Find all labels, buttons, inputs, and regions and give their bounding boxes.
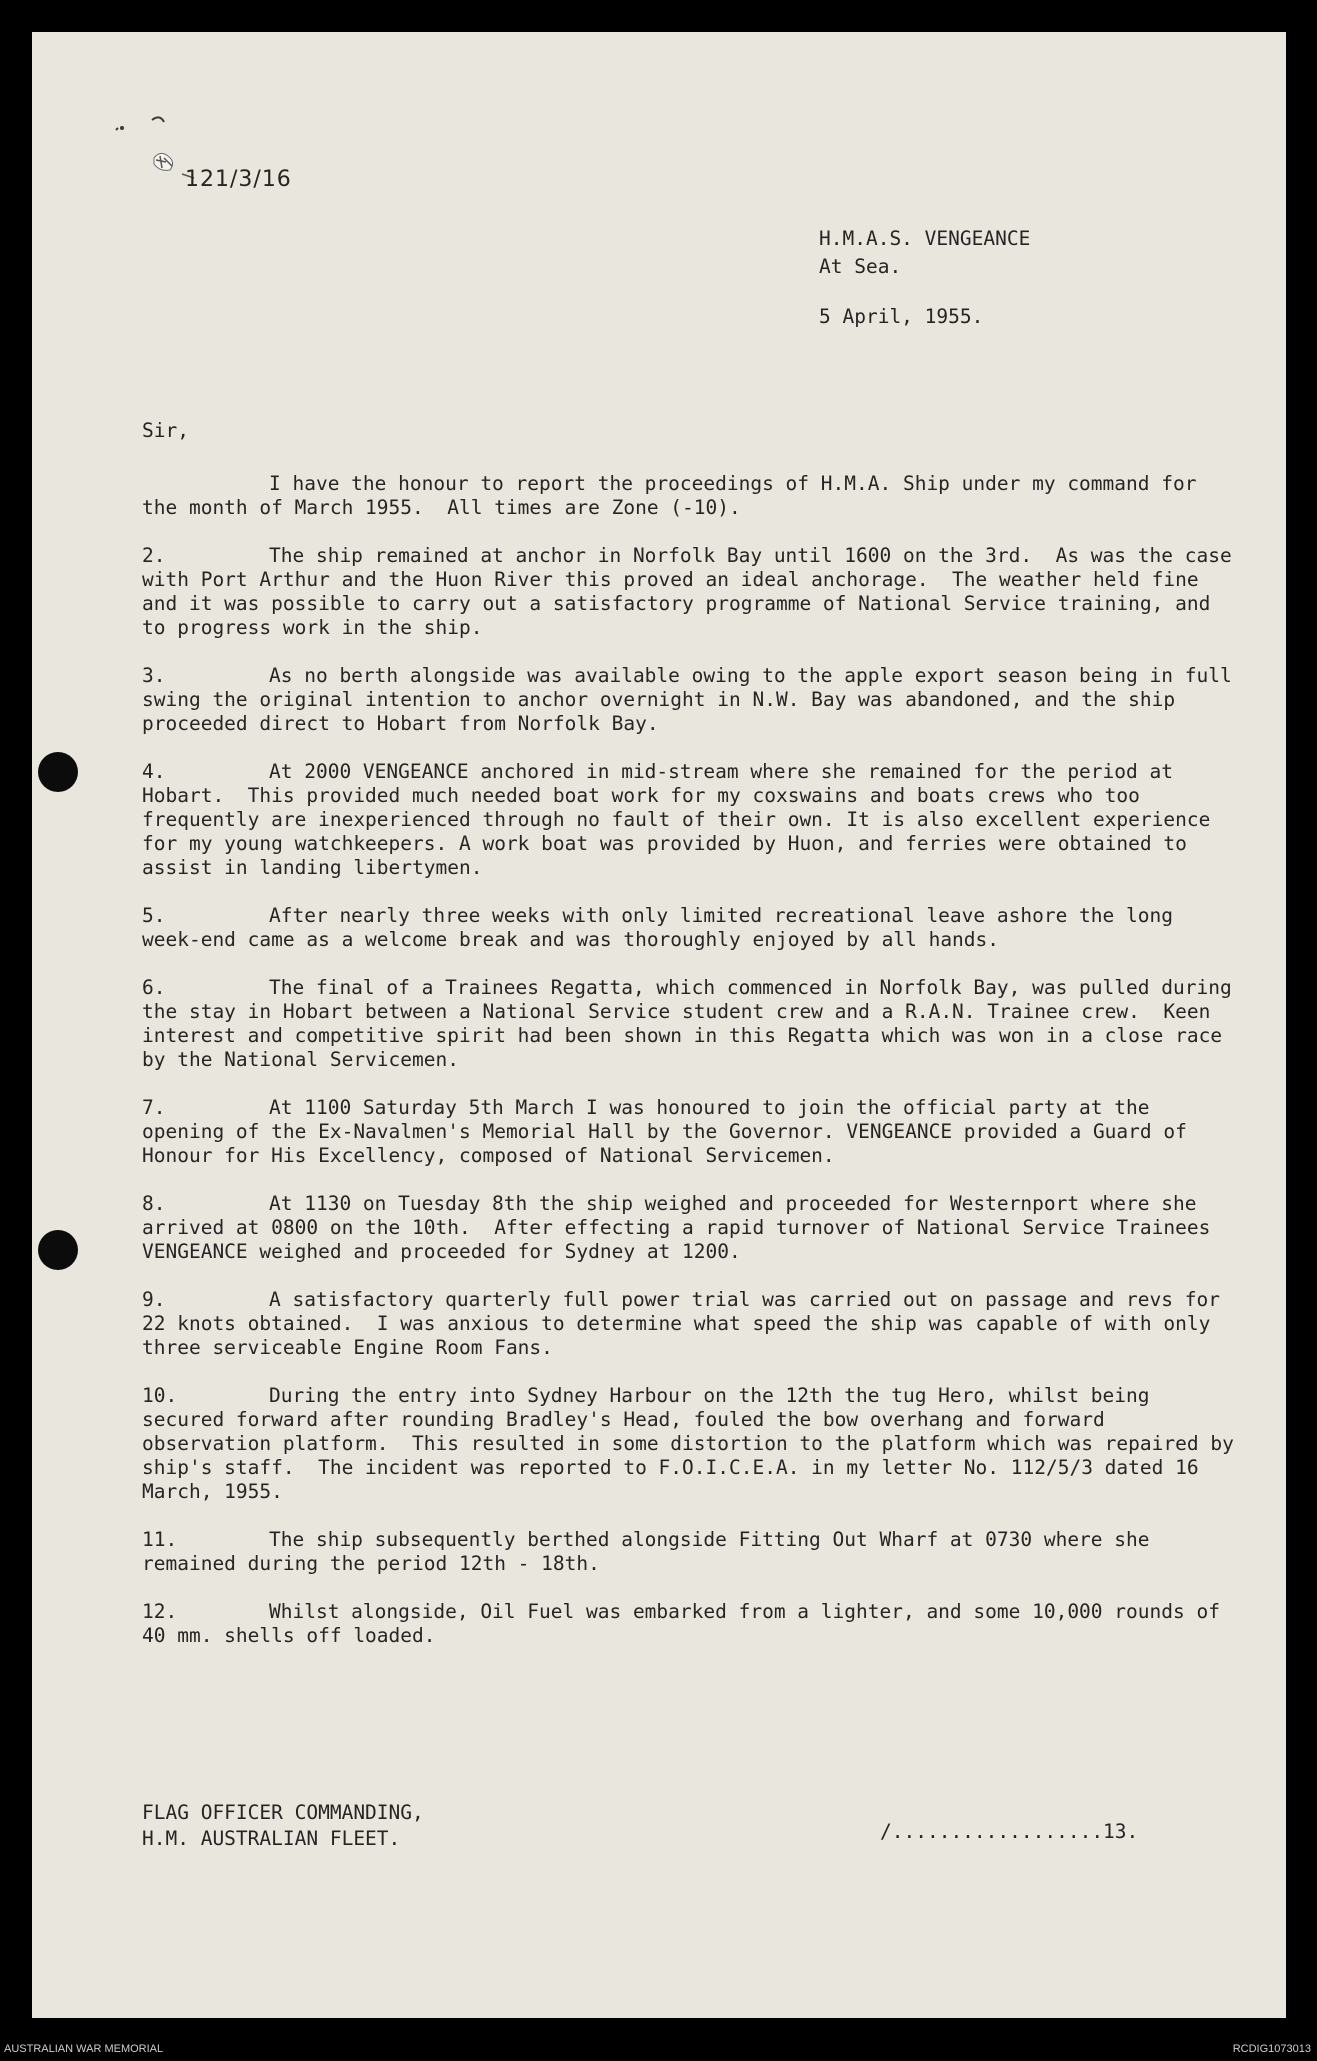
- paragraph-number: 9.: [142, 1288, 166, 1311]
- letter-body: [142, 472, 1246, 1672]
- document-page: [32, 32, 1286, 2018]
- paragraph-text: At 1100 Saturday 5th March I was honoured to join the official party at the opening of the Ex-Navalmen's Memorial Hall by the Governor. VENGEANCE provided a Guard of Honour for His Excellency, composed of National Servicemen.: [142, 1096, 1199, 1167]
- paragraph: [142, 664, 1242, 736]
- paragraph: [142, 1288, 1242, 1360]
- paragraph: [142, 472, 1242, 520]
- paragraph-number: 7.: [142, 1096, 166, 1119]
- paragraph-text: During the entry into Sydney Harbour on the 12th the tug Hero, whilst being secured forward after rounding Bradley's Head, fouled the bow overhang and forward observation platform. This resulted in some distortion to the platform which was repaired by ship's staff. The incident was reported to F.O.I.C.E.A. in my letter No. 112/5/3 dated 16 March, 1955.: [142, 1384, 1246, 1503]
- paragraph: [142, 1096, 1242, 1168]
- ship-name: H.M.A.S. VENGEANCE: [819, 227, 1031, 250]
- archive-credit: AUSTRALIAN WAR MEMORIAL: [4, 2043, 164, 2055]
- paragraph-text: Whilst alongside, Oil Fuel was embarked from a lighter, and some 10,000 rounds of 40 mm. shells off loaded.: [142, 1600, 1232, 1647]
- addressee-line: FLAG OFFICER COMMANDING,: [142, 1801, 424, 1824]
- paragraph-text: The ship subsequently berthed alongside Fitting Out Wharf at 0730 where she remained during the period 12th - 18th.: [142, 1528, 1162, 1575]
- addressee-block: [142, 1800, 424, 1852]
- paragraph-text: After nearly three weeks with only limited recreational leave ashore the long week-end came as a welcome break and was thoroughly enjoyed by all hands.: [142, 904, 1185, 951]
- paragraph-text: At 1130 on Tuesday 8th the ship weighed and proceeded for Westernport where she arrived at 0800 on the 10th. After effecting a rapid turnover of National Service Trainees VENGEANCE weighed and proceeded for Sydney at 1200.: [142, 1192, 1223, 1263]
- salutation: Sir,: [142, 419, 189, 442]
- paragraph-text: The final of a Trainees Regatta, which commenced in Norfolk Bay, was pulled during the stay in Hobart between a National Service student crew and a R.A.N. Trainee crew. Keen interest and competitive spirit had been shown in this Regatta which was won in a close race by the National Servicemen.: [142, 976, 1244, 1071]
- paragraph-number: 10.: [142, 1384, 178, 1407]
- paragraph-number: 11.: [142, 1528, 178, 1551]
- punch-hole: [38, 752, 78, 792]
- paragraph-text: As no berth alongside was available owing to the apple export season being in full swing the original intention to anchor overnight in N.W. Bay was abandoned, and the ship proceeded direct to Hobart from Norfolk Bay.: [142, 664, 1244, 735]
- punch-hole: [38, 1230, 78, 1270]
- letter-date: 5 April, 1955.: [819, 305, 984, 328]
- paragraph-text: The ship remained at anchor in Norfolk Bay until 1600 on the 3rd. As was the case with Port Arthur and the Huon River this proved an ideal anchorage. The weather held fine and it was possible to carry out a satisfactory programme of National Service training, and to progress work in the ship.: [142, 544, 1244, 639]
- paragraph: [142, 904, 1242, 952]
- paragraph-number: 4.: [142, 760, 166, 783]
- paragraph: [142, 1600, 1242, 1648]
- paragraph-text: A satisfactory quarterly full power trial was carried out on passage and revs for 22 knots obtained. I was anxious to determine what speed the ship was capable of with only three serviceable Engine Room Fans.: [142, 1288, 1232, 1359]
- archive-id: RCDIG1073013: [1232, 2043, 1311, 2055]
- paragraph: [142, 1192, 1242, 1264]
- addressee-line: H.M. AUSTRALIAN FLEET.: [142, 1827, 401, 1850]
- paragraph-text: I have the honour to report the proceedings of H.M.A. Ship under my command for the month of March 1955. All times are Zone (-10).: [142, 472, 1209, 519]
- paragraph: [142, 1528, 1242, 1576]
- paragraph: [142, 1384, 1246, 1504]
- paragraph-number: 6.: [142, 976, 166, 999]
- paragraph: [142, 976, 1242, 1072]
- paragraph-number: 5.: [142, 904, 166, 927]
- paragraph-text: At 2000 VENGEANCE anchored in mid-stream where she remained for the period at Hobart. This provided much needed boat work for my coxswains and boats crews who too frequently are inexperienced through no fault of their own. It is also excellent experience for my young watchkeepers. A work boat was provided by Huon, and ferries were obtained to assist in landing libertymen.: [142, 760, 1223, 879]
- page-continuation: /..................13.: [880, 1820, 1139, 1843]
- ship-location: At Sea.: [819, 255, 902, 278]
- file-reference: 121/3/16: [185, 167, 292, 192]
- letterhead: [819, 225, 1030, 331]
- paragraph: [142, 760, 1242, 880]
- paragraph: [142, 544, 1242, 640]
- paragraph-number: 8.: [142, 1192, 166, 1215]
- paragraph-number: 2.: [142, 544, 166, 567]
- archive-footer: [0, 2036, 1317, 2061]
- paragraph-number: 12.: [142, 1600, 178, 1623]
- paragraph-number: 3.: [142, 664, 166, 687]
